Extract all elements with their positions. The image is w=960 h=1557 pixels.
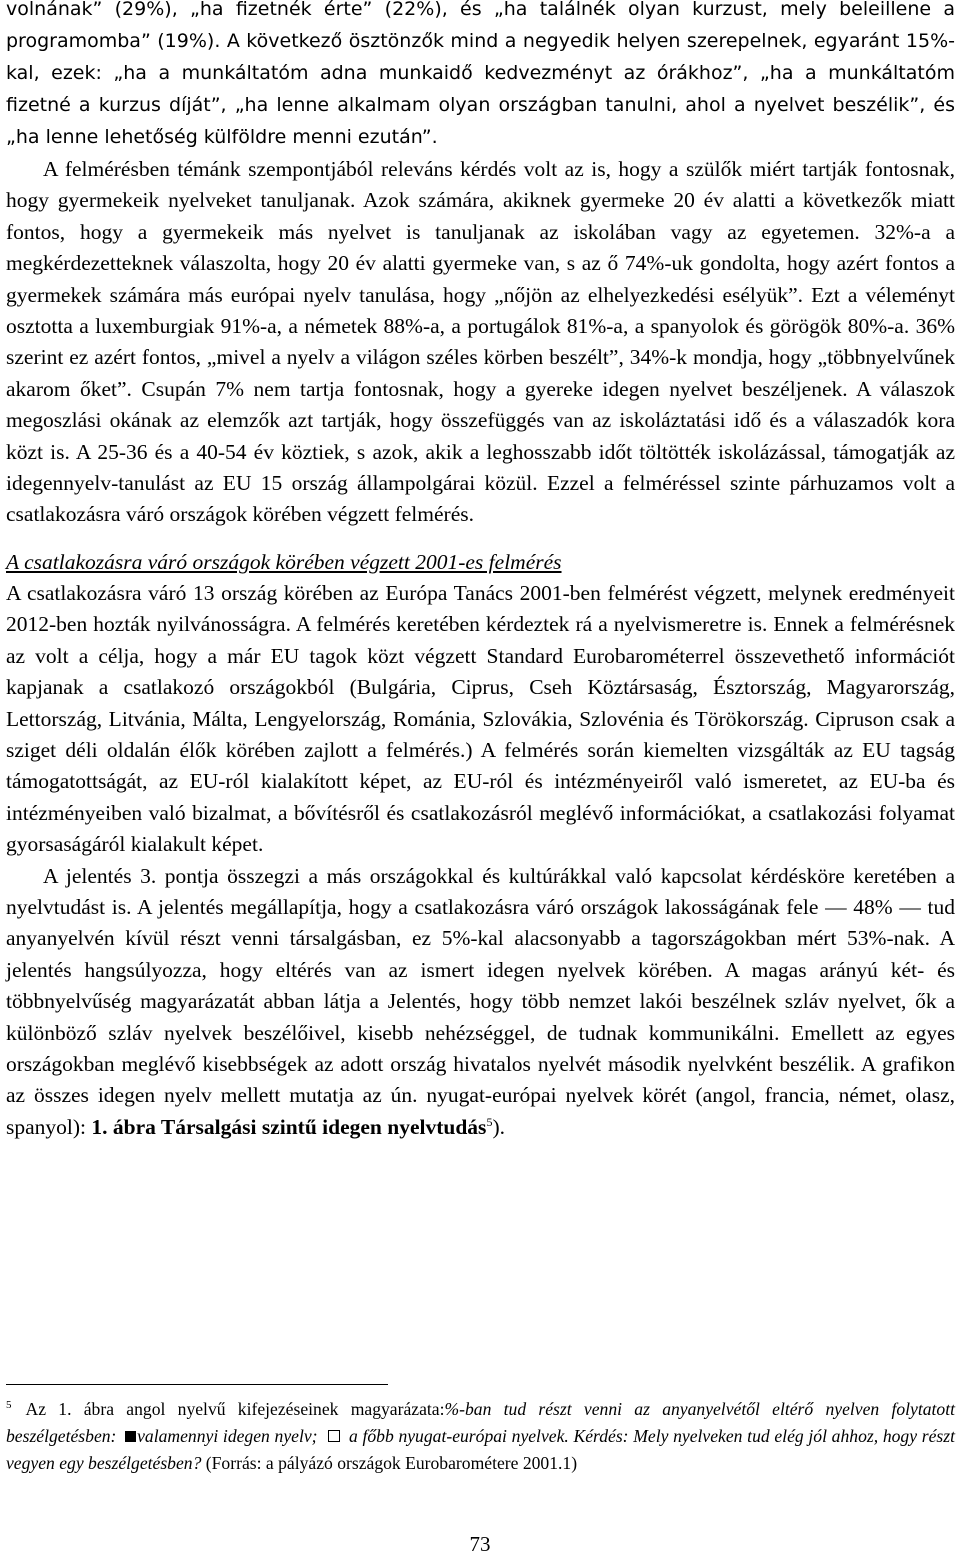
footnote-number: 5: [6, 1399, 12, 1412]
filled-square-icon: [125, 1431, 136, 1442]
footnote-italic-3: a főbb nyugat-európai nyelvek. Kérdés: Mely nyelveken tud elég jól ahhoz, hogy részt vegyen egy beszélgetésben?: [6, 1426, 955, 1473]
footnote: [6, 1396, 955, 1477]
report-paragraph: [6, 861, 955, 1144]
intro-text-end: „ha lenne lehetőség külföldre menni ezután”.: [6, 126, 438, 148]
page-number: 73: [469, 1532, 491, 1556]
parents-paragraph: A felmérésben témánk szempontjából releváns kérdés volt az is, hogy a szülők miért tartják fontosnak, hogy gyermekeik nyelveket tanuljanak. Azok számára, akiknek gyermeke 20 év alatti a következők miatt fontos, hogy a gyermekeik más nyelvet is tanuljanak az iskolában vagy az egyetemen. 32%-a a megkérdezetteknek válaszolta, hogy 20 év alatti gyermeke van, s az ő 74%-uk gondolta, hogy azért fontos a gyermekek számára más európai nyelv tanulása, hogy „nőjön az elhelyezkedési esélyük”. Ezt a véleményt osztotta a luxemburgiak 91%-a, a németek 88%-a, a portugálok 81%-a, a spanyolok és görögök 80%-a. 36% szerint ez azért fontos, „mivel a nyelv a világon széles körben beszélt”, 34%-k mondja, hogy „többnyelvűnek akarom őket”. Csupán 7% nem tartja fontosnak, hogy a gyereke idegen nyelvet beszéljenek. A válaszok megoszlási okának az elemzők azt tartják, hogy összefüggés van az iskoláztatási idő és a válaszadók kora közt is. A 25-36 és a 40-54 év köztiek, s azok, akik a leghosszabb időt töltötték iskolázással, támogatják az idegennyelv-tanulást az EU 15 ország állampolgárai közül. Ezzel a felméréssel szinte párhuzamos volt a csatlakozásra váró országok körében végzett felmérés.: [6, 157, 955, 527]
footnote-italic-2: valamennyi idegen nyelv;: [137, 1426, 323, 1446]
footnote-rule: [6, 1384, 388, 1385]
footnote-italic-1: %-ban tud részt venni az anyanyelvétől eltérő nyelven folytatott beszélgetésben:: [6, 1399, 955, 1446]
section-heading: A csatlakozásra váró országok körében végzett 2001-es felmérés: [6, 549, 562, 574]
figure-reference: 1. ábra Társalgási szintű idegen nyelvtudás: [91, 1114, 487, 1139]
page-body: [6, 0, 955, 1143]
empty-square-icon: [328, 1430, 340, 1442]
intro-text: volnának” (29%), „ha fizetnék érte” (22%), és „ha találnék olyan kurzust, mely beleillene a programomba” (19%). A következő ösztönzők mind a negyedik helyen szerepelnek, egyaránt 15%-kal, ezek: „ha a munkáltatóm adna munkaidő kedvezményt az órákhoz”, „ha a munkáltatóm fizetné a kurzus díját”, „ha lenne alkalmam olyan országban tanulni, ahol a nyelvet beszélik”, és: [6, 0, 955, 116]
report-text: A jelentés 3. pontja összegzi a más országokkal és kultúrákkal való kapcsolat kérdésköre keretében a nyelvtudást is. A jelentés megállapítja, hogy a csatlakozásra váró országok lakosságának fele — 48% — tud anyanyelvén kívül részt venni társalgásban, ez 5%-kal alacsonyabb a tagországokban mért 53%-nak. A jelentés hangsúlyozza, hogy eltérés van az ismert idegen nyelvek körében. A magas arányú két- és többnyelvűség magyarázatát abban látja a Jelentés, hogy több nemzet lakói beszélnek szláv nyelvet, ők a különböző szláv nyelvek beszélőivel, kisebb nehézséggel, de tudnak kommunikálni. Emellett az egyes országokban meglévő kisebbségek az adott ország hivatalos nyelvét második nyelvként beszélik. A grafikon az összes idegen nyelv mellett mutatja az ún. nyugat-európai nyelvek körét (angol, francia, német, olasz, spanyol):: [6, 863, 955, 1139]
footnote-marker: 5: [486, 1114, 493, 1129]
survey-paragraph: A csatlakozásra váró 13 ország körében az Európa Tanács 2001-ben felmérést végzett, melynek eredményeit 2012-ben hozták nyilvánosságra. A felmérés keretében kérdeztek rá a nyelvismeretre is. Ennek a felmérésnek az volt a célja, hogy a már EU tagok közt végzett Standard Eurobarométerrel összevethető információt kapjanak a csatlakozó országokból (Bulgária, Ciprus, Cseh Köztársaság, Észtország, Magyarország, Lettország, Litvánia, Málta, Lengyelország, Románia, Szlovákia, Szlovénia és Törökország. Cipruson csak a sziget déli oldalán élők körében zajlott a felmérés.) A felmérés során kiemelten vizsgálták az EU tagság támogatottságát, az EU-ról kialakított képet, az EU-ról és intézményeiről való ismeretet, az EU-ba és intézményeiben való bizalmat, a bővítésről és csatlakozásról meglévő információkat, a csatlakozási folyamat gyorsaságáról kialakult képet.: [6, 580, 955, 857]
intro-paragraph: [6, 0, 955, 153]
report-text-end: ).: [492, 1114, 505, 1139]
footnote-text: Az 1. ábra angol nyelvű kifejezéseinek magyarázata:: [25, 1399, 445, 1419]
footnote-source: (Forrás: a pályázó országok Eurobarométere 2001.1): [201, 1453, 578, 1473]
